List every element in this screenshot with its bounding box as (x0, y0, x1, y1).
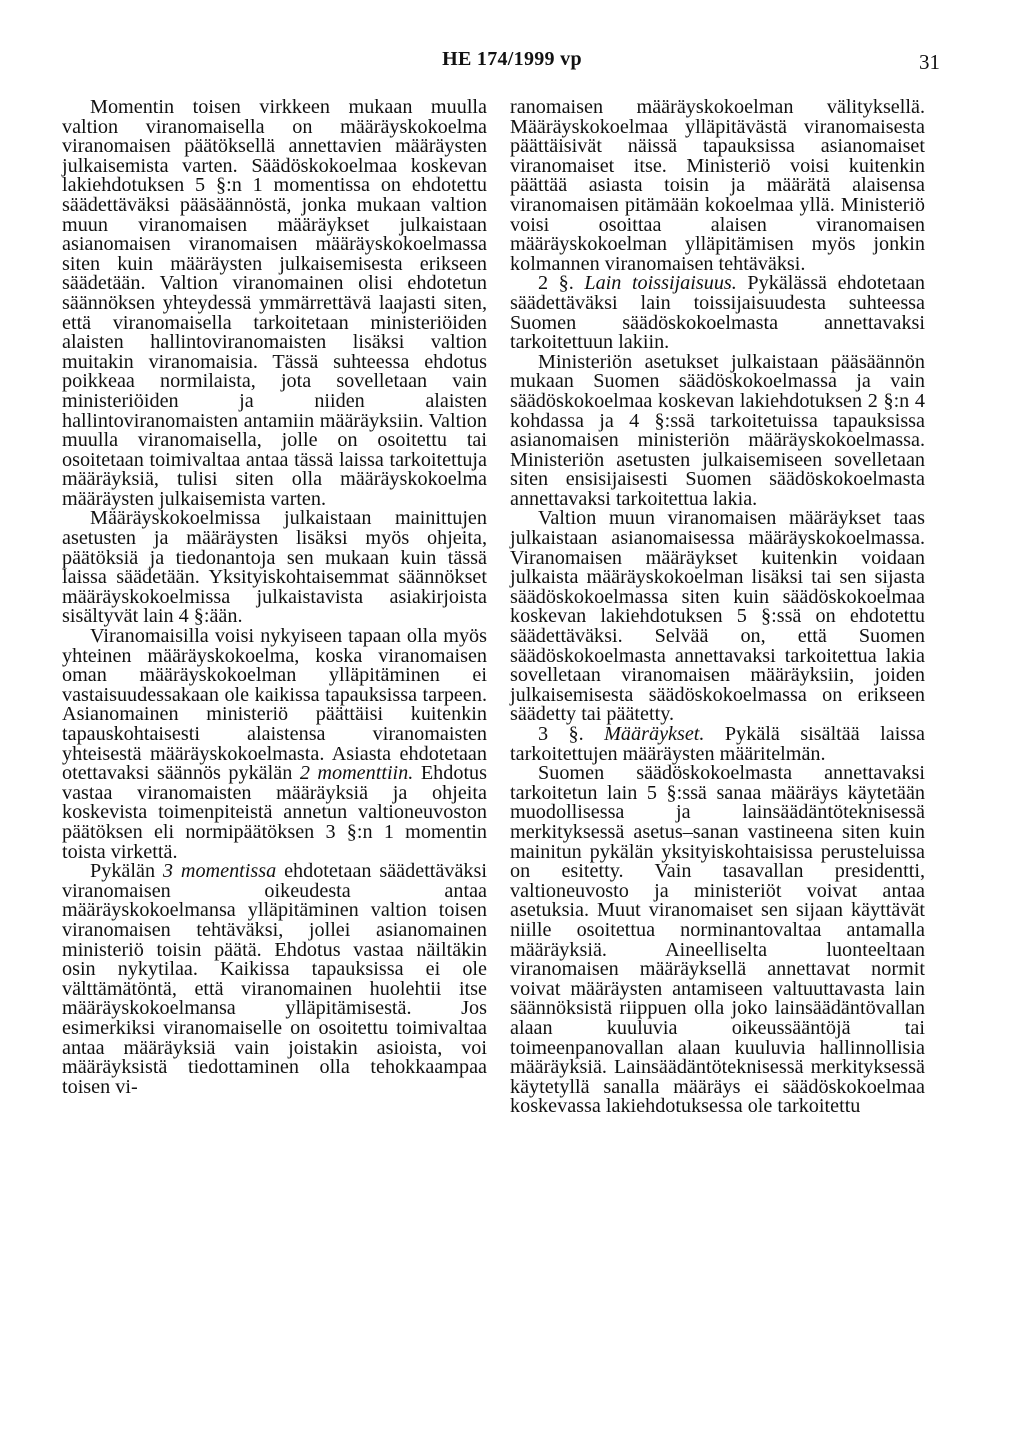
paragraph (62, 862, 487, 1097)
paragraph: Suomen säädöskokoelmasta annettavaksi tarkoitetun lain 5 §:ssä sanaa määräys käytetään muodollisessa ja lainsäädäntöteknisessä merkityksessä asetus–sanan vastineena siten kuin mainitun pykälän yksityiskohtaisissa perusteluissa on esitetty. Vain tasavallan presidentti, valtioneuvosto ja ministeriöt voivat antaa asetuksia. Muut viranomaiset sen sijaan käyttävät niille osoitettua norminantovaltaa antamalla määräyksiä. Aineelliselta luonteeltaan viranomaisen määräyksellä annettavat normit voivat määräysten antamiseen valtuuttavasta lain säännöksistä riippuen olla joko lainsäädäntövallan alaan kuuluvia oikeussääntöjä tai toimeenpanovallan alaan kuuluvia hallinnollisia määräyksiä. Lainsäädäntöteknisessä merkityksessä käytetyllä sanalla määräys ei säädöskokoelmaa koskevassa lakiehdotuksessa ole tarkoitettu (510, 762, 925, 1118)
section-heading: Määräykset. (604, 723, 705, 745)
section-number: 3 §. (538, 723, 605, 745)
document-title: HE 174/1999 vp (442, 48, 582, 70)
section-number: 2 §. (538, 272, 585, 295)
page-number: 31 (919, 50, 940, 74)
italic-reference: 2 momenttiin. (299, 762, 414, 785)
paragraph-text: Pykälän (90, 860, 163, 883)
paragraph: Määräyskokoelmissa julkaistaan mainittujen asetusten ja määräysten lisäksi myös ohjeita, päätöksiä ja tiedonantoja sen mukaan kuin tässä laissa säädetään. Yksityiskohtaisemmat säännökset määräyskokoelmissa julkaistavista asiakirjoista sisältyvät lain 4 §:ään. (62, 507, 487, 628)
section-paragraph (510, 725, 925, 764)
paragraph: Valtion muun viranomaisen määräykset taas julkaistaan asianomaisessa määräyskokoelmassa. Viranomaisen määräykset kuitenkin voidaan julkaista määräyskokoelman lisäksi tai sen sijasta säädöskokoelmassa siten kuin säädöskokoelmaa koskevan lakiehdotuksen 5 §:ssä on ehdotettu säädettäväksi. Selvää on, että Suomen säädöskokoelmasta annettavaksi tarkoitettua lakia sovelletaan viranomaisen määräyksiin, joiden julkaisemisesta säädöskokoelmassa on erikseen säädetty tai päätetty. (510, 507, 925, 726)
paragraph-text: Viranomaisilla voisi nykyiseen tapaan olla myös yhteinen määräyskokoelma, koska viranomaisen oman määräyskokoelman ylläpitäminen ei vastaisuudessakaan ole kaikissa tapauksissa tarpeen. Asianomainen ministeriö päättäisi kuitenkin tapauskohtaisesti alaistensa viranomaisten yhteisestä määräyskokoelmasta. Asiasta ehdotetaan otettavaksi säännös pykälän (62, 625, 487, 785)
paragraph-text: Ehdotus vastaa viranomaisten määräyksiä ja ohjeita koskevista toimenpiteistä annetun valtioneuvoston päätöksen eli normipäätöksen 3 §:n 1 momentin toista virkettä. (62, 762, 487, 863)
paragraph (62, 627, 487, 862)
italic-reference: 3 momentissa (162, 860, 277, 883)
paragraph-text: Pykälä sisältää laissa tarkoitettujen määräysten määritelmän. (510, 723, 925, 765)
section-paragraph (510, 274, 925, 352)
paragraph: Momentin toisen virkkeen mukaan muulla valtion viranomaisella on määräyskokoelma viranomaisen päätöksellä annettavien määräysten julkaisemista varten. Säädöskokoelmaa koskevan lakiehdotuksen 5 §:n 1 momentissa on ehdotettu säädettäväksi pääsäännöstä, jonka mukaan valtion muun viranomaisen määräykset julkaistaan asianomaisen viranomaisen määräyskokoelmassa siten kuin määräysten julkaisemisesta erikseen säädetään. Valtion viranomainen olisi ehdotetun säännöksen yhteydessä ymmärrettävä laajasti siten, että viranomaisella tarkoitetaan ministeriöiden alaisten hallintoviranomaisten lisäksi valtion muitakin viranomaisia. Tässä suhteessa ehdotus poikkeaa normilaista, jota sovelletaan vain ministeriöiden ja niiden alaisten hallintoviranomaisten antamiin määräyksiin. Valtion muulla viranomaisella, jolle on osoitettu tai osoitetaan toimivaltaa antaa tässä laissa tarkoitettuja määräyksiä, tulisi siten olla määräyskokoelma määräysten julkaisemista varten. (62, 96, 487, 510)
paragraph-text: ehdotetaan säädettäväksi viranomaisen oikeudesta antaa määräyskokoelmansa ylläpitäminen valtion toisen viranomaisen tehtäväksi, jollei asianomainen ministeriö toisin päätä. Ehdotus vastaa näiltäkin osin nykytilaa. Kaikissa tapauksissa ei ole välttämätöntä, että viranomainen huolehtii itse määräyskokoelmansa ylläpitämisestä. Jos esimerkiksi viranomaiselle on osoitettu toimivaltaa antaa määräyksiä vain joistakin asioista, voi määräyksistä tiedottaminen olla tehokkaampaa toisen vi- (62, 860, 487, 1098)
right-column (510, 98, 925, 1117)
section-heading: Lain toissijaisuus. (584, 272, 737, 295)
paragraph-text: Pykälässä ehdotetaan säädettäväksi lain toissijaisuudesta suhteessa Suomen säädöskokoelmasta annettavaksi tarkoitettuun lakiin. (510, 272, 926, 354)
paragraph: Ministeriön asetukset julkaistaan pääsäännön mukaan Suomen säädöskokoelmassa ja vain säädöskokoelmaa koskevan lakiehdotuksen 2 §:n 4 kohdassa ja 4 §:ssä tarkoitetuissa tapauksissa asianomaisen ministeriön määräyskokoelmassa. Ministeriön asetusten julkaisemiseen sovelletaan siten ensisijaisesti Suomen säädöskokoelmasta annettavaksi tarkoitettua lakia. (510, 350, 925, 510)
page-header (0, 48, 1024, 78)
paragraph: ranomaisen määräyskokoelman välityksellä. Määräyskokoelmaa ylläpitävästä viranomaisesta päättäisivät näissä tapauksissa asianomaiset viranomaiset itse. Ministeriö voisi kuitenkin päättää asiasta toisin ja määrätä alaisensa viranomaisen pitämään kokoelmaa yllä. Ministeriö voisi osoittaa alaisen viranomaisen määräyskokoelman ylläpitämisen myös jonkin kolmannen viranomaisen tehtäväksi. (510, 96, 925, 275)
left-column (62, 98, 487, 1097)
